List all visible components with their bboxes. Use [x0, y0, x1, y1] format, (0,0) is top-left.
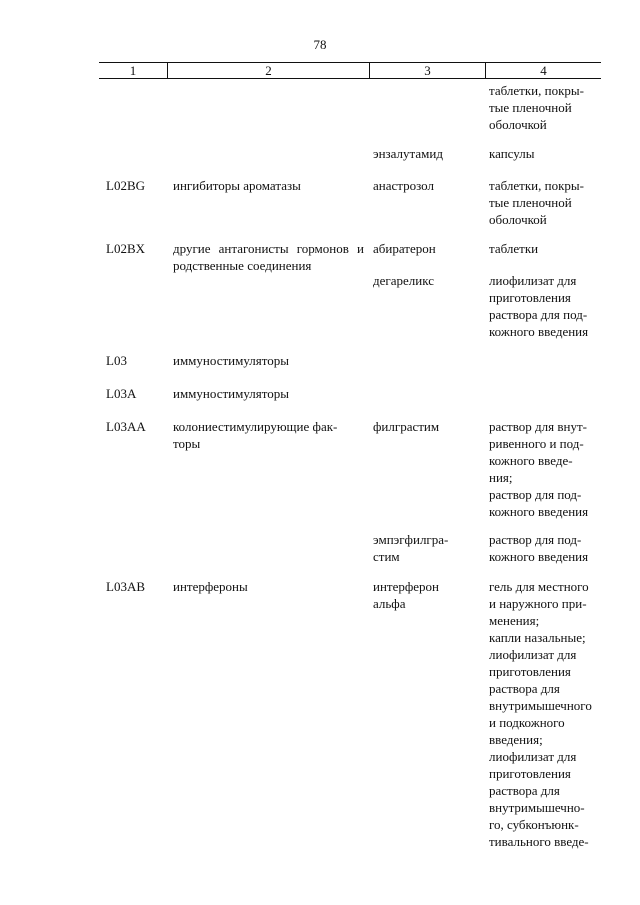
dosage-form: таблетки, покры- тые пленочной оболочкой	[489, 83, 584, 132]
drug-name: анастрозол	[373, 178, 434, 193]
dosage-form: раствор для внут- ривенного и под- кожного введе- ния; раствор для под- кожного введения	[489, 419, 589, 519]
group-name: колониестимулирующие фак- торы	[173, 419, 338, 451]
group-name: интерфероны	[173, 579, 248, 594]
dosage-form: лиофилизат для приготовления раствора для под- кожного введения	[489, 273, 589, 339]
atc-code: L02BG	[106, 178, 145, 193]
drug-name: энзалутамид	[373, 146, 443, 161]
header-col-4: 4	[540, 63, 547, 78]
drug-name: дегареликс	[373, 273, 434, 288]
drug-name: эмпэгфилгра- стим	[373, 532, 449, 564]
header-col-3: 3	[370, 63, 486, 78]
dosage-form: таблетки, покры- тые пленочной оболочкой	[489, 178, 584, 227]
group-name: иммуностимуляторы	[173, 353, 289, 368]
atc-code: L03AB	[106, 579, 145, 594]
page-number: 78	[313, 37, 327, 52]
header-col-2: 2	[168, 63, 370, 78]
group-name: иммуностимуляторы	[173, 386, 289, 401]
table-header	[99, 62, 601, 79]
atc-code: L03	[106, 353, 127, 368]
drug-name: филграстим	[373, 419, 440, 434]
dosage-form: раствор для под- кожного введения	[489, 532, 589, 564]
drug-name: абиратерон	[373, 241, 436, 256]
drug-name: интерферон альфа	[373, 579, 440, 611]
atc-code: L03AA	[106, 419, 146, 434]
group-name: другие антагонисты гормонов и родственные соединения	[173, 241, 364, 273]
dosage-form: таблетки	[489, 241, 539, 256]
atc-code: L02BX	[106, 241, 145, 256]
atc-code: L03A	[106, 386, 137, 401]
group-name: ингибиторы ароматазы	[173, 178, 301, 193]
dosage-form: гель для местного и наружного при- менения; капли назальные; лиофилизат для приготовления раствора для внутримышечного и подкожного введения; лиофилизат для приготовления раствора для внутримышечно- го, субконъюнк- тивального введе-	[489, 579, 592, 849]
dosage-form: капсулы	[489, 146, 535, 161]
header-col-1: 1	[99, 63, 168, 78]
